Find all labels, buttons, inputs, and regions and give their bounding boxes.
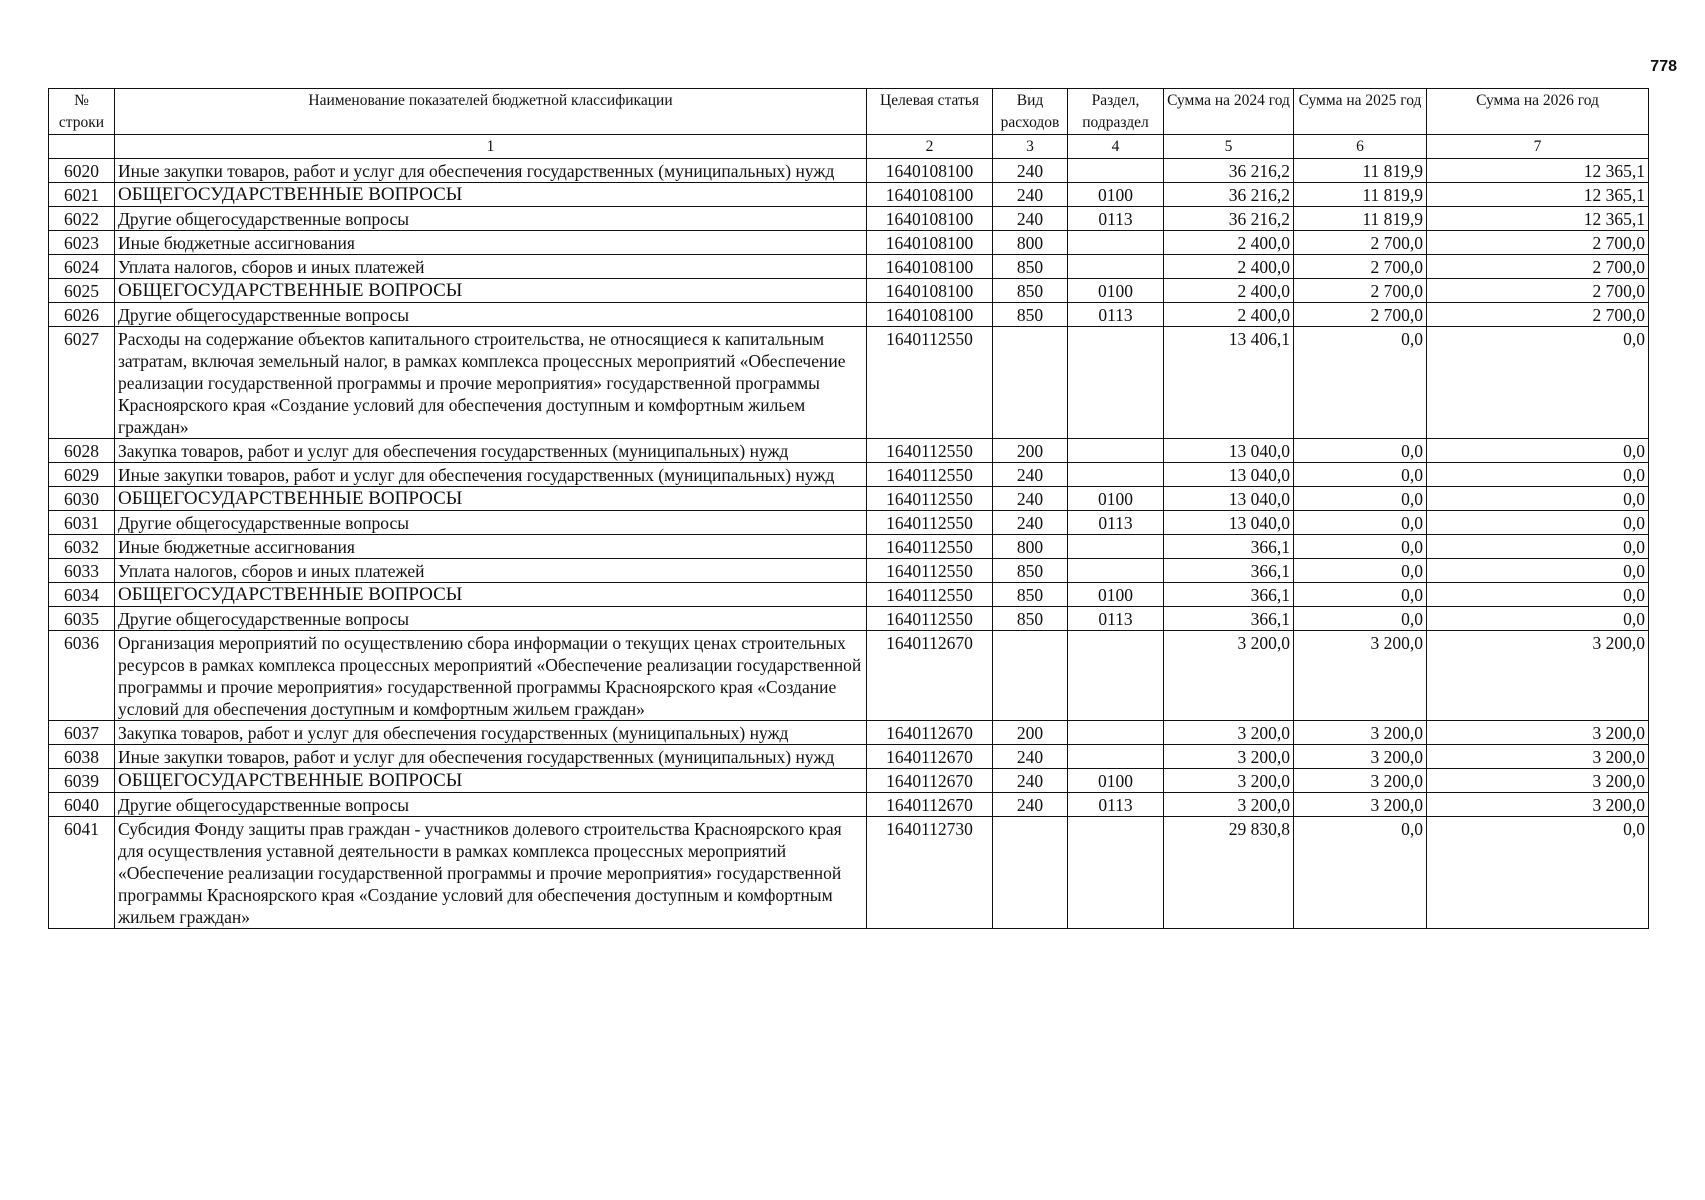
- expense-type-cell: [993, 817, 1068, 929]
- indicator-name-cell: Расходы на содержание объектов капитального строительства, не относящиеся к капитальным затратам, включая земельный налог, в рамках комплекса процессных мероприятий «Обеспечение реализации государственной программы и прочие мероприятия» государственной программы Красноярского края «Создание условий для обеспечения доступным и комфортным жильем граждан»: [115, 327, 867, 439]
- target-article-cell: 1640108100: [867, 255, 993, 279]
- row-number-cell: 6039: [49, 769, 115, 793]
- table-row: [49, 559, 1649, 583]
- indicator-name-cell: Другие общегосударственные вопросы: [115, 511, 867, 535]
- section-cell: 0113: [1068, 207, 1164, 231]
- table-row: [49, 487, 1649, 511]
- sum-2024-cell: 3 200,0: [1164, 721, 1294, 745]
- sum-2026-cell: 0,0: [1427, 439, 1649, 463]
- indicator-name-cell: Иные закупки товаров, работ и услуг для обеспечения государственных (муниципальных) нужд: [115, 463, 867, 487]
- sum-2024-cell: 36 216,2: [1164, 183, 1294, 207]
- row-number-cell: 6020: [49, 159, 115, 183]
- target-article-cell: 1640112550: [867, 327, 993, 439]
- expense-type-cell: 240: [993, 769, 1068, 793]
- column-index-row: [49, 135, 1649, 159]
- sum-2024-cell: 2 400,0: [1164, 303, 1294, 327]
- expense-type-cell: 240: [993, 159, 1068, 183]
- target-article-cell: 1640112670: [867, 721, 993, 745]
- target-article-cell: 1640112550: [867, 583, 993, 607]
- section-cell: 0100: [1068, 769, 1164, 793]
- sum-2024-cell: 3 200,0: [1164, 769, 1294, 793]
- sum-2026-cell: 0,0: [1427, 511, 1649, 535]
- table-row: [49, 231, 1649, 255]
- indicator-name-cell: Иные закупки товаров, работ и услуг для обеспечения государственных (муниципальных) нужд: [115, 159, 867, 183]
- sum-2025-cell: 3 200,0: [1294, 793, 1427, 817]
- section-cell: 0100: [1068, 183, 1164, 207]
- indicator-name-cell: Другие общегосударственные вопросы: [115, 607, 867, 631]
- sum-2026-cell: 0,0: [1427, 463, 1649, 487]
- table-row: [49, 439, 1649, 463]
- sum-2026-cell: 2 700,0: [1427, 231, 1649, 255]
- header-expense-type: Вид расходов: [993, 89, 1068, 135]
- expense-type-cell: 240: [993, 793, 1068, 817]
- target-article-cell: 1640112550: [867, 511, 993, 535]
- sum-2026-cell: 0,0: [1427, 583, 1649, 607]
- table-row: [49, 817, 1649, 929]
- expense-type-cell: 200: [993, 721, 1068, 745]
- sum-2024-cell: 366,1: [1164, 559, 1294, 583]
- header-section: Раздел, подраздел: [1068, 89, 1164, 135]
- row-number-cell: 6036: [49, 631, 115, 721]
- table-row: [49, 279, 1649, 303]
- sum-2025-cell: 3 200,0: [1294, 769, 1427, 793]
- indicator-name-cell: ОБЩЕГОСУДАРСТВЕННЫЕ ВОПРОСЫ: [115, 769, 867, 793]
- indicator-name-cell: Другие общегосударственные вопросы: [115, 207, 867, 231]
- sum-2025-cell: 11 819,9: [1294, 183, 1427, 207]
- section-cell: [1068, 631, 1164, 721]
- sum-2025-cell: 0,0: [1294, 439, 1427, 463]
- table-row: [49, 511, 1649, 535]
- table-row: [49, 303, 1649, 327]
- sum-2025-cell: 0,0: [1294, 487, 1427, 511]
- sum-2024-cell: 3 200,0: [1164, 745, 1294, 769]
- sum-2025-cell: 2 700,0: [1294, 279, 1427, 303]
- header-row: [49, 89, 1649, 135]
- sum-2026-cell: 0,0: [1427, 817, 1649, 929]
- row-number-cell: 6024: [49, 255, 115, 279]
- sum-2024-cell: 366,1: [1164, 583, 1294, 607]
- sum-2025-cell: 0,0: [1294, 817, 1427, 929]
- header-name: Наименование показателей бюджетной классификации: [115, 89, 867, 135]
- sum-2026-cell: 2 700,0: [1427, 279, 1649, 303]
- sum-2024-cell: 29 830,8: [1164, 817, 1294, 929]
- sum-2024-cell: 13 040,0: [1164, 511, 1294, 535]
- expense-type-cell: 850: [993, 607, 1068, 631]
- header-target-article: Целевая статья: [867, 89, 993, 135]
- section-cell: 0100: [1068, 279, 1164, 303]
- indicator-name-cell: Иные бюджетные ассигнования: [115, 231, 867, 255]
- sum-2025-cell: 3 200,0: [1294, 631, 1427, 721]
- expense-type-cell: 850: [993, 279, 1068, 303]
- section-cell: [1068, 817, 1164, 929]
- row-number-cell: 6028: [49, 439, 115, 463]
- table-row: [49, 255, 1649, 279]
- section-cell: 0113: [1068, 303, 1164, 327]
- expense-type-cell: 200: [993, 439, 1068, 463]
- section-cell: [1068, 255, 1164, 279]
- sum-2025-cell: 2 700,0: [1294, 231, 1427, 255]
- sum-2024-cell: 13 040,0: [1164, 439, 1294, 463]
- column-index: 2: [867, 135, 993, 159]
- indicator-name-cell: ОБЩЕГОСУДАРСТВЕННЫЕ ВОПРОСЫ: [115, 487, 867, 511]
- sum-2026-cell: 2 700,0: [1427, 303, 1649, 327]
- row-number-cell: 6022: [49, 207, 115, 231]
- indicator-name-cell: Другие общегосударственные вопросы: [115, 793, 867, 817]
- target-article-cell: 1640108100: [867, 183, 993, 207]
- table-row: [49, 583, 1649, 607]
- expense-type-cell: 240: [993, 207, 1068, 231]
- sum-2025-cell: 0,0: [1294, 559, 1427, 583]
- header-sum-2024: Сумма на 2024 год: [1164, 89, 1294, 135]
- row-number-cell: 6031: [49, 511, 115, 535]
- section-cell: [1068, 439, 1164, 463]
- indicator-name-cell: Организация мероприятий по осуществлению сбора информации о текущих ценах строительных ресурсов в рамках комплекса процессных мероприятий «Обеспечение реализации государственной программы и прочие мероприятия» государственной программы Красноярского края «Создание условий для обеспечения доступным и комфортным жильем граждан»: [115, 631, 867, 721]
- sum-2025-cell: 11 819,9: [1294, 159, 1427, 183]
- column-index: 4: [1068, 135, 1164, 159]
- sum-2025-cell: 2 700,0: [1294, 303, 1427, 327]
- indicator-name-cell: Другие общегосударственные вопросы: [115, 303, 867, 327]
- sum-2026-cell: 3 200,0: [1427, 631, 1649, 721]
- column-index: 3: [993, 135, 1068, 159]
- sum-2024-cell: 13 406,1: [1164, 327, 1294, 439]
- section-cell: 0113: [1068, 793, 1164, 817]
- row-number-cell: 6033: [49, 559, 115, 583]
- sum-2026-cell: 2 700,0: [1427, 255, 1649, 279]
- target-article-cell: 1640112550: [867, 607, 993, 631]
- expense-type-cell: 850: [993, 559, 1068, 583]
- expense-type-cell: [993, 327, 1068, 439]
- target-article-cell: 1640112730: [867, 817, 993, 929]
- table-row: [49, 631, 1649, 721]
- row-number-cell: 6034: [49, 583, 115, 607]
- target-article-cell: 1640108100: [867, 231, 993, 255]
- target-article-cell: 1640112550: [867, 559, 993, 583]
- sum-2026-cell: 0,0: [1427, 535, 1649, 559]
- sum-2026-cell: 0,0: [1427, 559, 1649, 583]
- header-row-no: № строки: [49, 89, 115, 135]
- target-article-cell: 1640112550: [867, 535, 993, 559]
- row-number-cell: 6023: [49, 231, 115, 255]
- header-sum-2025: Сумма на 2025 год: [1294, 89, 1427, 135]
- table-row: [49, 607, 1649, 631]
- table-row: [49, 769, 1649, 793]
- row-number-cell: 6021: [49, 183, 115, 207]
- sum-2025-cell: 3 200,0: [1294, 745, 1427, 769]
- column-index: 5: [1164, 135, 1294, 159]
- row-number-cell: 6035: [49, 607, 115, 631]
- section-cell: [1068, 327, 1164, 439]
- indicator-name-cell: Иные закупки товаров, работ и услуг для обеспечения государственных (муниципальных) нужд: [115, 745, 867, 769]
- page-number: 778: [1650, 58, 1677, 75]
- row-number-cell: 6032: [49, 535, 115, 559]
- table-row: [49, 183, 1649, 207]
- indicator-name-cell: ОБЩЕГОСУДАРСТВЕННЫЕ ВОПРОСЫ: [115, 183, 867, 207]
- target-article-cell: 1640108100: [867, 303, 993, 327]
- table-row: [49, 793, 1649, 817]
- section-cell: [1068, 535, 1164, 559]
- sum-2024-cell: 36 216,2: [1164, 207, 1294, 231]
- table-row: [49, 745, 1649, 769]
- sum-2025-cell: 0,0: [1294, 583, 1427, 607]
- indicator-name-cell: ОБЩЕГОСУДАРСТВЕННЫЕ ВОПРОСЫ: [115, 279, 867, 303]
- target-article-cell: 1640112670: [867, 631, 993, 721]
- sum-2026-cell: 0,0: [1427, 327, 1649, 439]
- indicator-name-cell: Закупка товаров, работ и услуг для обеспечения государственных (муниципальных) нужд: [115, 721, 867, 745]
- target-article-cell: 1640112670: [867, 769, 993, 793]
- sum-2026-cell: 3 200,0: [1427, 769, 1649, 793]
- target-article-cell: 1640112550: [867, 439, 993, 463]
- sum-2026-cell: 3 200,0: [1427, 721, 1649, 745]
- section-cell: 0113: [1068, 607, 1164, 631]
- sum-2026-cell: 0,0: [1427, 487, 1649, 511]
- sum-2024-cell: 3 200,0: [1164, 793, 1294, 817]
- column-index: [49, 135, 115, 159]
- sum-2025-cell: 0,0: [1294, 535, 1427, 559]
- indicator-name-cell: Уплата налогов, сборов и иных платежей: [115, 559, 867, 583]
- sum-2024-cell: 366,1: [1164, 535, 1294, 559]
- expense-type-cell: 240: [993, 745, 1068, 769]
- indicator-name-cell: Субсидия Фонду защиты прав граждан - участников долевого строительства Красноярского края для осуществления уставной деятельности в рамках комплекса процессных мероприятий «Обеспечение реализации государственной программы и прочие мероприятия» государственной программы Красноярского края «Создание условий для обеспечения доступным и комфортным жильем граждан»: [115, 817, 867, 929]
- sum-2025-cell: 0,0: [1294, 327, 1427, 439]
- section-cell: 0113: [1068, 511, 1164, 535]
- target-article-cell: 1640108100: [867, 279, 993, 303]
- section-cell: 0100: [1068, 487, 1164, 511]
- expense-type-cell: 240: [993, 183, 1068, 207]
- row-number-cell: 6041: [49, 817, 115, 929]
- expense-type-cell: 850: [993, 583, 1068, 607]
- row-number-cell: 6037: [49, 721, 115, 745]
- indicator-name-cell: ОБЩЕГОСУДАРСТВЕННЫЕ ВОПРОСЫ: [115, 583, 867, 607]
- table-row: [49, 159, 1649, 183]
- sum-2024-cell: 2 400,0: [1164, 279, 1294, 303]
- sum-2025-cell: 3 200,0: [1294, 721, 1427, 745]
- row-number-cell: 6029: [49, 463, 115, 487]
- target-article-cell: 1640112670: [867, 745, 993, 769]
- target-article-cell: 1640112670: [867, 793, 993, 817]
- sum-2024-cell: 2 400,0: [1164, 231, 1294, 255]
- table-row: [49, 327, 1649, 439]
- indicator-name-cell: Уплата налогов, сборов и иных платежей: [115, 255, 867, 279]
- section-cell: [1068, 159, 1164, 183]
- sum-2026-cell: 3 200,0: [1427, 745, 1649, 769]
- table-row: [49, 535, 1649, 559]
- section-cell: [1068, 559, 1164, 583]
- table-row: [49, 721, 1649, 745]
- budget-table: [48, 88, 1649, 929]
- sum-2024-cell: 36 216,2: [1164, 159, 1294, 183]
- target-article-cell: 1640112550: [867, 463, 993, 487]
- sum-2025-cell: 11 819,9: [1294, 207, 1427, 231]
- expense-type-cell: 800: [993, 535, 1068, 559]
- target-article-cell: 1640108100: [867, 159, 993, 183]
- indicator-name-cell: Иные бюджетные ассигнования: [115, 535, 867, 559]
- sum-2024-cell: 3 200,0: [1164, 631, 1294, 721]
- section-cell: 0100: [1068, 583, 1164, 607]
- row-number-cell: 6040: [49, 793, 115, 817]
- target-article-cell: 1640112550: [867, 487, 993, 511]
- sum-2025-cell: 2 700,0: [1294, 255, 1427, 279]
- sum-2026-cell: 0,0: [1427, 607, 1649, 631]
- sum-2026-cell: 12 365,1: [1427, 159, 1649, 183]
- column-index: 6: [1294, 135, 1427, 159]
- table-row: [49, 463, 1649, 487]
- expense-type-cell: 800: [993, 231, 1068, 255]
- table-row: [49, 207, 1649, 231]
- column-index: 7: [1427, 135, 1649, 159]
- sum-2025-cell: 0,0: [1294, 463, 1427, 487]
- table-body: [49, 159, 1649, 929]
- column-index: 1: [115, 135, 867, 159]
- section-cell: [1068, 231, 1164, 255]
- row-number-cell: 6038: [49, 745, 115, 769]
- sum-2024-cell: 2 400,0: [1164, 255, 1294, 279]
- sum-2026-cell: 12 365,1: [1427, 207, 1649, 231]
- row-number-cell: 6030: [49, 487, 115, 511]
- row-number-cell: 6025: [49, 279, 115, 303]
- sum-2024-cell: 13 040,0: [1164, 487, 1294, 511]
- sum-2026-cell: 12 365,1: [1427, 183, 1649, 207]
- sum-2024-cell: 13 040,0: [1164, 463, 1294, 487]
- target-article-cell: 1640108100: [867, 207, 993, 231]
- expense-type-cell: 850: [993, 303, 1068, 327]
- sum-2026-cell: 3 200,0: [1427, 793, 1649, 817]
- sum-2024-cell: 366,1: [1164, 607, 1294, 631]
- header-sum-2026: Сумма на 2026 год: [1427, 89, 1649, 135]
- section-cell: [1068, 745, 1164, 769]
- expense-type-cell: 240: [993, 463, 1068, 487]
- section-cell: [1068, 463, 1164, 487]
- sum-2025-cell: 0,0: [1294, 607, 1427, 631]
- indicator-name-cell: Закупка товаров, работ и услуг для обеспечения государственных (муниципальных) нужд: [115, 439, 867, 463]
- row-number-cell: 6026: [49, 303, 115, 327]
- expense-type-cell: 850: [993, 255, 1068, 279]
- expense-type-cell: 240: [993, 487, 1068, 511]
- row-number-cell: 6027: [49, 327, 115, 439]
- sum-2025-cell: 0,0: [1294, 511, 1427, 535]
- expense-type-cell: 240: [993, 511, 1068, 535]
- section-cell: [1068, 721, 1164, 745]
- expense-type-cell: [993, 631, 1068, 721]
